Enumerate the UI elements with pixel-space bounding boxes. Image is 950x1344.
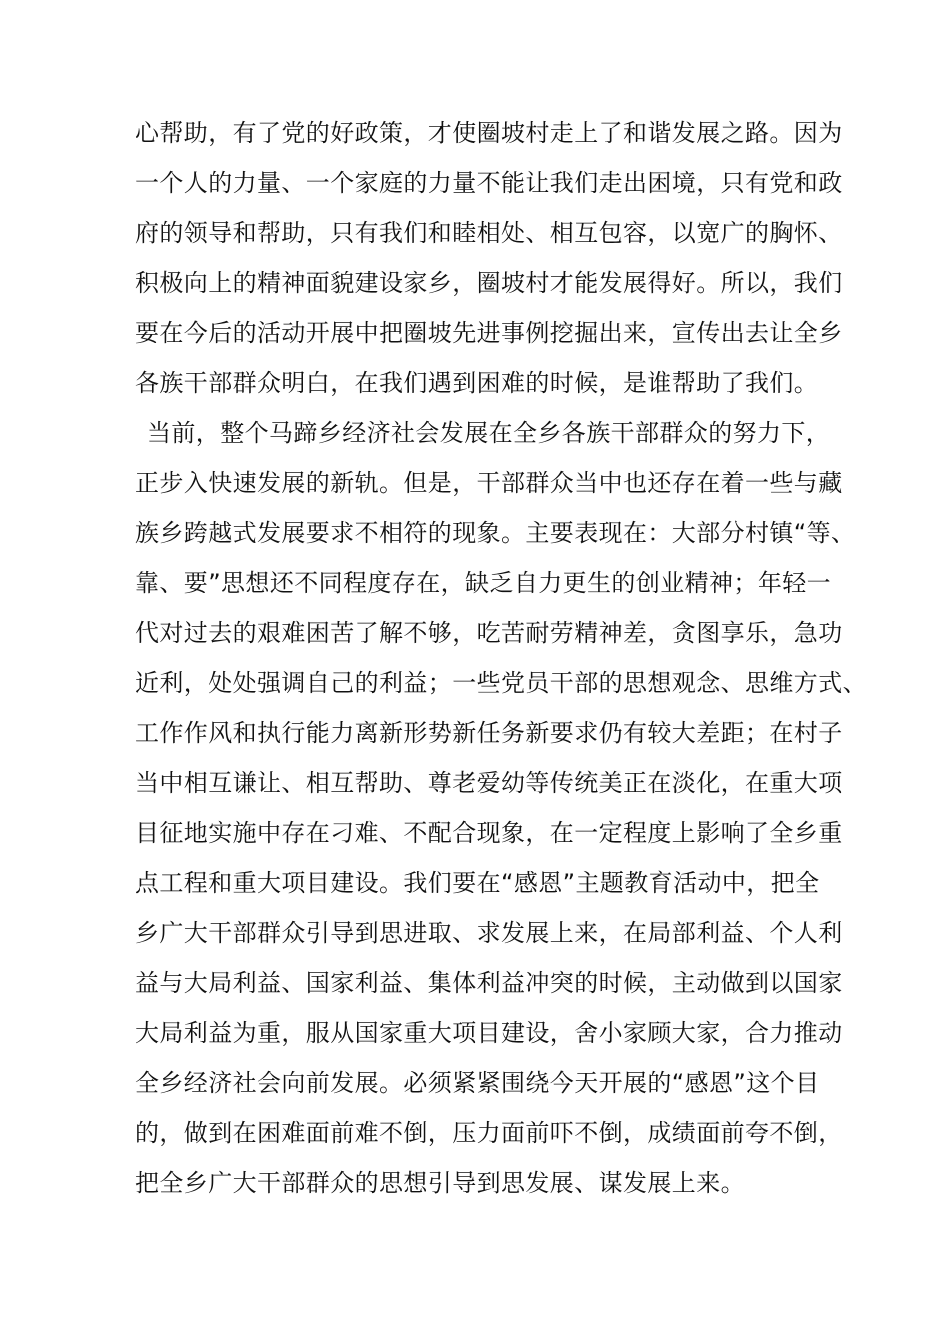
paragraph-2-line-1: 当前，整个马蹄乡经济社会发展在全乡各族干部群众的努力下， [147,419,831,447]
paragraph-2-line-7: 工作作风和执行能力离新形势新任务新要求仍有较大差距；在村子 [135,719,843,747]
paragraph-2 [135,408,867,1208]
paragraph-1-line-4: 积极向上的精神面貌建设家乡，圈坡村才能发展得好。所以，我们 [135,269,843,297]
paragraph-2-line-3: 族乡跨越式发展要求不相符的现象。主要表现在：大部分村镇“等、 [135,519,856,547]
paragraph-2-line-12: 益与大局利益、国家利益、集体利益冲突的时候，主动做到以国家 [135,969,843,997]
paragraph-2-line-6: 近利，处处强调自己的利益；一些党员干部的思想观念、思维方式、 [135,669,867,697]
paragraph-2-line-16: 把全乡广大干部群众的思想引导到思发展、谋发展上来。 [135,1169,745,1197]
paragraph-2-line-2: 正步入快速发展的新轨。但是，干部群众当中也还存在着一些与藏 [135,469,843,497]
paragraph-2-line-15: 的，做到在困难面前难不倒，压力面前吓不倒，成绩面前夸不倒， [135,1119,843,1147]
paragraph-2-line-9: 目征地实施中存在刁难、不配合现象，在一定程度上影响了全乡重 [135,819,843,847]
paragraph-2-line-4: 靠、要”思想还不同程度存在，缺乏自力更生的创业精神；年轻一 [135,569,832,597]
paragraph-2-line-5: 代对过去的艰难困苦了解不够，吃苦耐劳精神差，贪图享乐，急功 [135,619,843,647]
paragraph-1-line-6: 各族干部群众明白，在我们遇到困难的时候，是谁帮助了我们。 [135,369,819,397]
paragraph-1-line-3: 府的领导和帮助，只有我们和睦相处、相互包容，以宽广的胸怀、 [135,219,843,247]
paragraph-2-line-8: 当中相互谦让、相互帮助、尊老爱幼等传统美正在淡化，在重大项 [135,769,843,797]
paragraph-2-line-13: 大局利益为重，服从国家重大项目建设，舍小家顾大家，合力推动 [135,1019,843,1047]
paragraph-2-line-11: 乡广大干部群众引导到思进取、求发展上来，在局部利益、个人利 [135,919,843,947]
paragraph-2-line-10: 点工程和重大项目建设。我们要在“感恩”主题教育活动中，把全 [135,869,820,897]
paragraph-1-line-5: 要在今后的活动开展中把圈坡先进事例挖掘出来，宣传出去让全乡 [135,319,843,347]
paragraph-1-line-1: 心帮助，有了党的好政策，才使圈坡村走上了和谐发展之路。因为 [135,119,843,147]
paragraph-1-line-2: 一个人的力量、一个家庭的力量不能让我们走出困境，只有党和政 [135,169,843,197]
paragraph-2-line-14: 全乡经济社会向前发展。必须紧紧围绕今天开展的“感恩”这个目 [135,1069,820,1097]
document-body [135,108,867,1208]
paragraph-1 [135,108,855,408]
